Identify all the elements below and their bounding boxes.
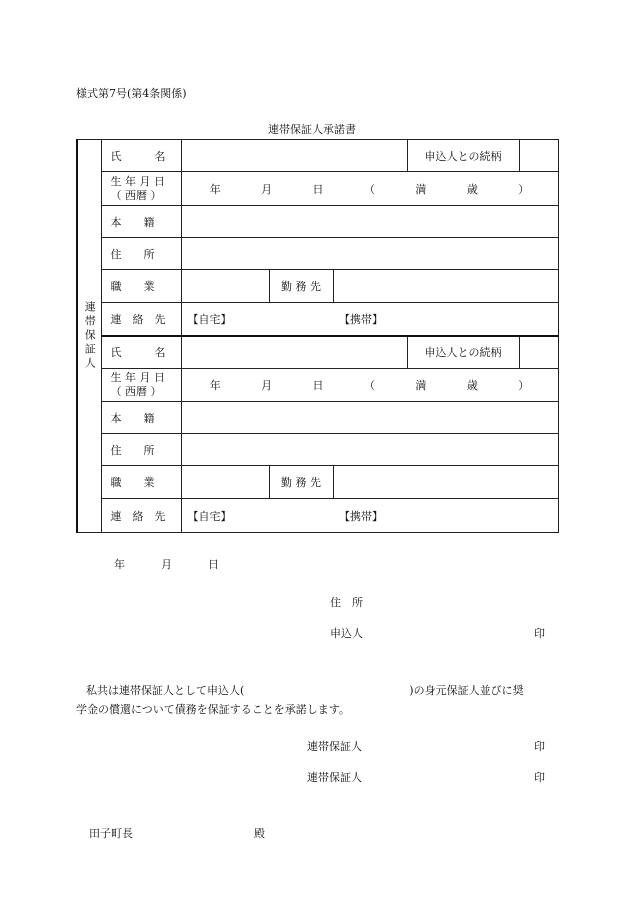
applicant-seal: 印 (534, 627, 545, 640)
workplace-label: 勤 務 先 (269, 466, 333, 499)
address-label: 住 所 (101, 238, 181, 270)
relation-label: 申込人との続柄 (407, 336, 519, 369)
guarantor-seal-2: 印 (534, 771, 545, 784)
workplace-field-2[interactable] (333, 466, 558, 499)
workplace-field-1[interactable] (333, 270, 558, 303)
relation-label: 申込人との続柄 (407, 140, 519, 172)
contact-label: 連 絡 先 (101, 303, 181, 336)
form-title: 連帯保証人承諾書 (268, 123, 356, 136)
dob-field-1[interactable]: 年 月 日 （ 満 歳 ） (181, 172, 558, 206)
date-day: 日 (208, 558, 219, 571)
guarantor-seal-1: 印 (534, 740, 545, 753)
relation-field-1[interactable] (519, 140, 558, 172)
job-field-2[interactable] (181, 466, 269, 499)
contact-field-1[interactable] (181, 303, 558, 336)
name-field-2[interactable] (181, 336, 407, 369)
honseki-label: 本 籍 (101, 206, 181, 238)
guarantor-label-1: 連帯保証人 (307, 740, 362, 753)
mobile-label: 【携帯】 (339, 312, 383, 326)
address-label: 住 所 (101, 434, 181, 466)
addressee-name: 田子町長 (89, 827, 133, 840)
guarantor-label-2: 連帯保証人 (307, 771, 362, 784)
form-number: 様式第7号(第4条関係) (76, 87, 187, 100)
addressee-honorific: 殿 (254, 827, 265, 840)
honseki-field-2[interactable] (181, 402, 558, 434)
mobile-label: 【携帯】 (339, 509, 383, 523)
workplace-label: 勤 務 先 (269, 270, 333, 303)
job-field-1[interactable] (181, 270, 269, 303)
home-label: 【自宅】 (187, 312, 232, 326)
job-label: 職 業 (101, 270, 181, 303)
dob-field-2[interactable]: 年 月 日 （ 満 歳 ） (181, 369, 558, 402)
dob-label: 生 年 月 日 （ 西暦 ） (101, 369, 181, 402)
applicant-label: 申込人 (330, 627, 363, 640)
guarantor-table (76, 139, 559, 533)
section-label: 連帯保証人 (77, 140, 101, 533)
job-label: 職 業 (101, 466, 181, 499)
home-label: 【自宅】 (187, 509, 232, 523)
name-label: 氏 名 (110, 149, 166, 163)
date-year: 年 (114, 558, 125, 571)
relation-field-2[interactable] (519, 336, 558, 369)
honseki-field-1[interactable] (181, 206, 558, 238)
statement-line-1: 私共は連帯保証人として申込人( )の身元保証人並びに奨 (86, 684, 524, 697)
address-field-2[interactable] (181, 434, 558, 466)
address-field-1[interactable] (181, 238, 558, 270)
dob-label: 生 年 月 日 （ 西暦 ） (101, 172, 181, 206)
date-month: 月 (161, 558, 172, 571)
applicant-address-label: 住 所 (330, 596, 363, 609)
contact-field-2[interactable] (181, 499, 558, 533)
name-label: 氏 名 (101, 336, 181, 369)
honseki-label: 本 籍 (101, 402, 181, 434)
statement-line-2: 学金の償還について債務を保証することを承諾します。 (76, 703, 350, 716)
name-field-1[interactable] (181, 140, 407, 172)
contact-label: 連 絡 先 (101, 499, 181, 533)
